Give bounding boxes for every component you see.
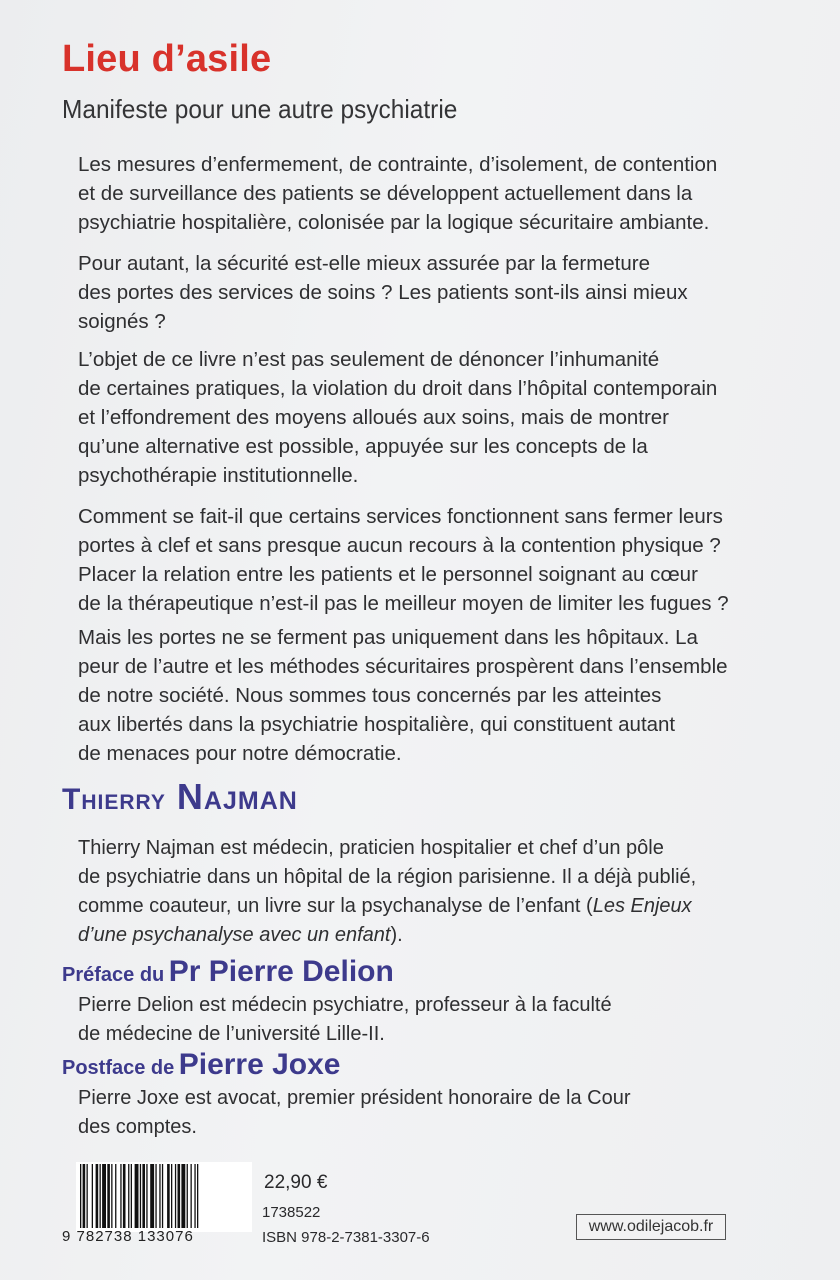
blurb-line: et l’effondrement des moyens alloués aux soins, mais de montrer (78, 406, 670, 429)
blurb-line: soignés ? (78, 310, 166, 333)
barcode-bar (111, 1164, 112, 1228)
bio-line: de psychiatrie dans un hôpital de la région parisienne. Il a déjà publié, (78, 866, 697, 888)
barcode-bar (131, 1164, 132, 1228)
blurb-line: Les mesures d’enfermement, de contrainte, d’isolement, de contention (78, 153, 718, 176)
barcode-bar (140, 1164, 141, 1228)
barcode-bar (107, 1164, 110, 1228)
barcode-bar (181, 1164, 185, 1228)
book-subtitle: Manifeste pour une autre psychiatrie (62, 94, 458, 124)
barcode-bar (100, 1164, 101, 1228)
bio-book-title: Les Enjeux (592, 895, 692, 917)
barcode-bar (150, 1164, 154, 1228)
book-title: Lieu d’asile (62, 38, 272, 80)
blurb-paragraph-1 (78, 150, 758, 237)
barcode-bar (96, 1164, 99, 1228)
barcode-bar (194, 1164, 195, 1228)
bio-line: Thierry Najman est médecin, praticien hospitalier et chef d’un pôle (78, 837, 664, 859)
barcode-bar (135, 1164, 139, 1228)
barcode-bar (159, 1164, 160, 1228)
barcode-bar (115, 1164, 116, 1228)
blurb-line: et de surveillance des patients se développent actuellement dans la (78, 182, 693, 205)
blurb-line: aux libertés dans la psychiatrie hospitalière, qui constituent autant (78, 713, 676, 736)
postface-line: des comptes. (78, 1116, 197, 1138)
blurb-line: Comment se fait-il que certains services fonctionnent sans fermer leurs (78, 505, 723, 528)
barcode-bar (191, 1164, 192, 1228)
postface-line: Pierre Joxe est avocat, premier président honoraire de la Cour (78, 1087, 631, 1109)
barcode-bar (162, 1164, 163, 1228)
postface-prefix: Postface de (62, 1057, 175, 1079)
blurb-paragraph-5 (78, 623, 758, 768)
blurb-line: Pour autant, la sécurité est-elle mieux assurée par la fermeture (78, 252, 650, 275)
postface-text (78, 1084, 631, 1142)
preface-prefix: Préface du (62, 964, 165, 986)
author-first-name: Thierry (62, 783, 166, 816)
barcode-bar (120, 1164, 121, 1228)
blurb-line: peur de l’autre et les méthodes sécuritaires prospèrent dans l’ensemble (78, 655, 728, 678)
bio-end: ). (390, 924, 403, 946)
preface-name: Pr Pierre Delion (168, 955, 394, 988)
blurb-line: psychiatrie hospitalière, colonisée par la logique sécuritaire ambiante. (78, 211, 710, 234)
blurb-line: portes à clef et sans presque aucun recours à la contention physique ? (78, 534, 721, 557)
postface-name: Pierre Joxe (178, 1048, 341, 1081)
barcode-bar (171, 1164, 172, 1228)
barcode-image (76, 1162, 252, 1232)
barcode-bar (197, 1164, 198, 1228)
isbn: ISBN 978-2-7381-3307-6 (262, 1229, 430, 1246)
postface-heading (62, 1048, 341, 1082)
barcode-bar (80, 1164, 81, 1228)
barcode-bar (83, 1164, 86, 1228)
blurb-line: Mais les portes ne se ferment pas uniquement dans les hôpitaux. La (78, 626, 698, 649)
blurb-line: psychothérapie institutionnelle. (78, 464, 359, 487)
barcode-digits: 9 782738 133076 (62, 1228, 194, 1245)
preface-heading (62, 955, 394, 989)
product-code: 1738522 (262, 1204, 321, 1221)
bio-text: comme coauteur, un livre sur la psychanalyse de l’enfant ( (78, 895, 593, 917)
bio-book-title-cont: d’une psychanalyse avec un enfant (78, 924, 391, 946)
price: 22,90 € (264, 1172, 328, 1193)
bio-line (78, 892, 696, 921)
blurb-paragraph-4 (78, 502, 758, 618)
preface-line: de médecine de l’université Lille-II. (78, 1023, 385, 1045)
barcode-bar (128, 1164, 129, 1228)
barcode-bar (92, 1164, 93, 1228)
blurb-line: de la thérapeutique n’est-il pas le meilleur moyen de limiter les fugues ? (78, 592, 729, 615)
bio-line (78, 921, 696, 950)
blurb-line: de menaces pour notre démocratie. (78, 742, 402, 765)
barcode-bar (102, 1164, 106, 1228)
barcode-bar (142, 1164, 145, 1228)
author-bio (78, 834, 696, 950)
blurb-line: de certaines pratiques, la violation du droit dans l’hôpital contemporain (78, 377, 718, 400)
blurb-line: des portes des services de soins ? Les patients sont-ils ainsi mieux (78, 281, 688, 304)
blurb-line: Placer la relation entre les patients et le personnel soignant au cœur (78, 563, 698, 586)
blurb-line: qu’une alternative est possible, appuyée sur les concepts de la (78, 435, 648, 458)
blurb-paragraph-3 (78, 345, 758, 490)
barcode-bar (123, 1164, 126, 1228)
blurb-line: de notre société. Nous sommes tous concernés par les atteintes (78, 684, 662, 707)
preface-line: Pierre Delion est médecin psychiatre, professeur à la faculté (78, 994, 612, 1016)
barcode-bar (155, 1164, 156, 1228)
barcode-bar (175, 1164, 176, 1228)
author-name (62, 776, 298, 818)
barcode-bar (146, 1164, 147, 1228)
blurb-line: L’objet de ce livre n’est pas seulement de dénoncer l’inhumanité (78, 348, 660, 371)
barcode-bar (178, 1164, 181, 1228)
publisher-website[interactable]: www.odilejacob.fr (576, 1214, 726, 1240)
barcode-bar (167, 1164, 170, 1228)
barcode-bar (87, 1164, 88, 1228)
author-last-name: Najman (176, 776, 298, 817)
barcode-bar (187, 1164, 188, 1228)
blurb-paragraph-2 (78, 249, 758, 336)
preface-text (78, 991, 612, 1049)
